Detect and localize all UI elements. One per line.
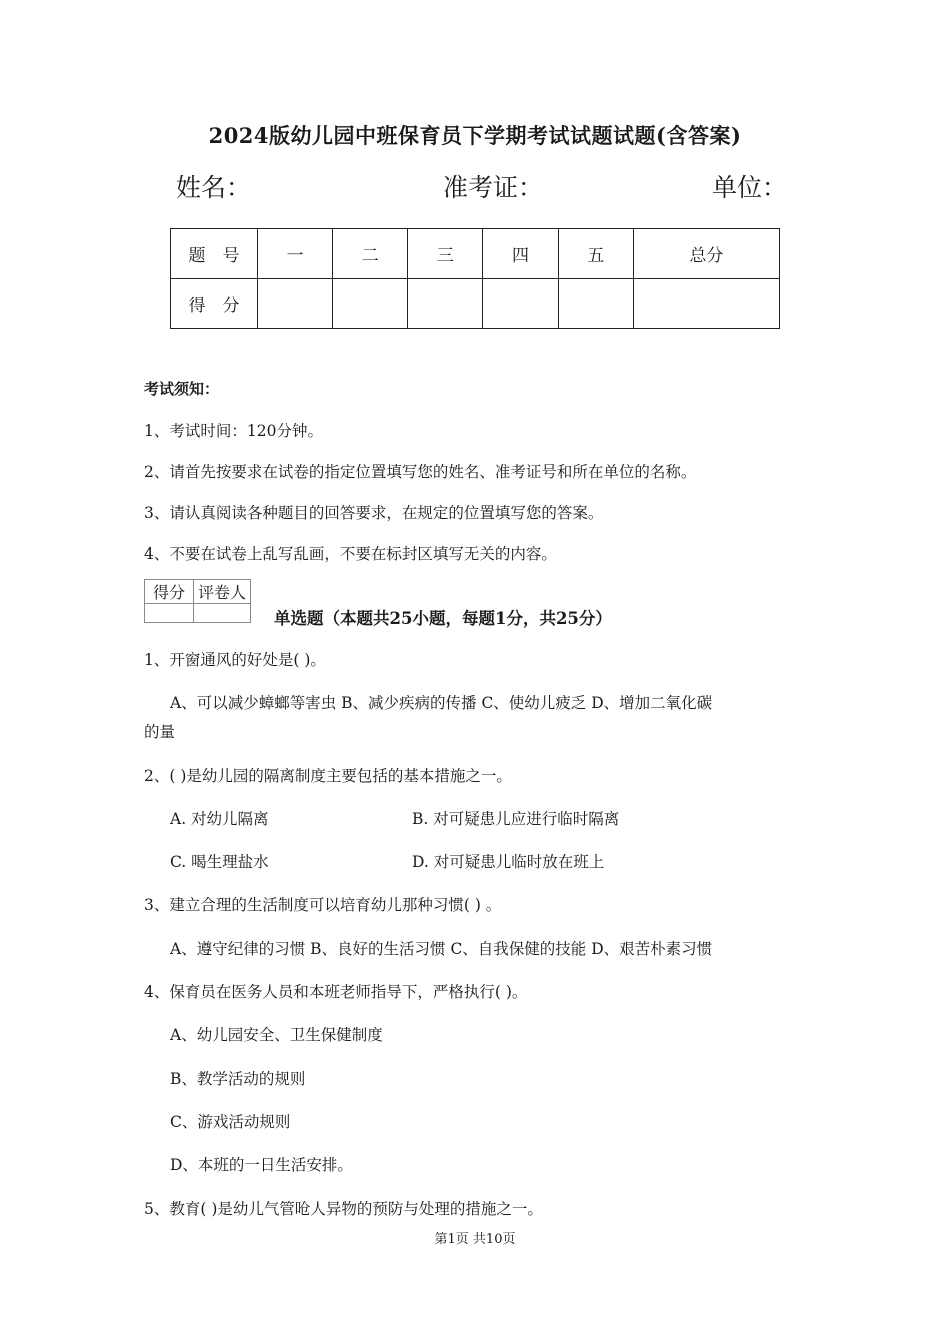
- score-header-cell: 题 号: [171, 229, 258, 279]
- question-option: C、游戏活动规则: [170, 1113, 291, 1131]
- notice-item: 4、不要在试卷上乱写乱画，不要在标封区填写无关的内容。: [144, 545, 557, 563]
- question-options-continued: 的量: [144, 723, 176, 741]
- score-cell[interactable]: [408, 279, 483, 329]
- grader-score-label: 得分: [145, 580, 194, 604]
- grader-reviewer-label: 评卷人: [194, 580, 251, 604]
- document-title: 2024版幼儿园中班保育员下学期考试试题试题(含答案): [208, 123, 742, 148]
- page-footer: 第1页 共10页: [434, 1232, 516, 1247]
- score-header-cell: 三: [408, 229, 483, 279]
- score-header-cell: 总分: [633, 229, 779, 279]
- unit-label: 单位：: [712, 173, 788, 202]
- section-title: 单选题（本题共25小题，每题1分，共25分）: [274, 609, 612, 628]
- notice-item: 3、请认真阅读各种题目的回答要求，在规定的位置填写您的答案。: [144, 504, 604, 522]
- question-option: B、教学活动的规则: [170, 1070, 306, 1088]
- score-table: [170, 228, 780, 329]
- grader-box: [144, 579, 251, 623]
- question-stem: 3、建立合理的生活制度可以培育幼儿那种习惯( ) 。: [144, 896, 502, 914]
- score-header-cell: 五: [558, 229, 633, 279]
- name-label: 姓名：: [176, 173, 252, 202]
- question-option: A. 对幼儿隔离: [170, 810, 269, 828]
- score-cell[interactable]: [258, 279, 333, 329]
- score-header-cell: 四: [483, 229, 558, 279]
- question-options: A、可以减少蟑螂等害虫 B、减少疾病的传播 C、使幼儿疲乏 D、增加二氧化碳: [170, 694, 713, 712]
- notice-item: 2、请首先按要求在试卷的指定位置填写您的姓名、准考证号和所在单位的名称。: [144, 463, 697, 481]
- score-header-cell: 二: [333, 229, 408, 279]
- question-stem: 5、教育( )是幼儿气管呛人异物的预防与处理的措施之一。: [144, 1200, 543, 1218]
- score-cell[interactable]: [633, 279, 779, 329]
- score-cell[interactable]: [558, 279, 633, 329]
- question-option: B. 对可疑患儿应进行临时隔离: [412, 810, 620, 828]
- grader-reviewer-cell[interactable]: [194, 604, 251, 623]
- question-option: A、幼儿园安全、卫生保健制度: [170, 1026, 383, 1044]
- exam-id-label: 准考证：: [443, 173, 544, 202]
- question-options: A、遵守纪律的习惯 B、良好的生活习惯 C、自我保健的技能 D、艰苦朴素习惯: [170, 940, 713, 958]
- score-table-header-row: [171, 229, 780, 279]
- grader-score-cell[interactable]: [145, 604, 194, 623]
- question-option: C. 喝生理盐水: [170, 853, 269, 871]
- question-stem: 2、( )是幼儿园的隔离制度主要包括的基本措施之一。: [144, 767, 512, 785]
- question-option: D、本班的一日生活安排。: [170, 1156, 353, 1174]
- score-row-label: 得 分: [171, 279, 258, 329]
- score-header-cell: 一: [258, 229, 333, 279]
- question-stem: 1、开窗通风的好处是( )。: [144, 651, 326, 669]
- question-stem: 4、保育员在医务人员和本班老师指导下，严格执行( )。: [144, 983, 528, 1001]
- notice-title: 考试须知：: [144, 380, 220, 398]
- score-cell[interactable]: [333, 279, 408, 329]
- score-cell[interactable]: [483, 279, 558, 329]
- score-table-score-row: [171, 279, 780, 329]
- question-option: D. 对可疑患儿临时放在班上: [412, 853, 605, 871]
- notice-item: 1、考试时间：120分钟。: [144, 422, 323, 440]
